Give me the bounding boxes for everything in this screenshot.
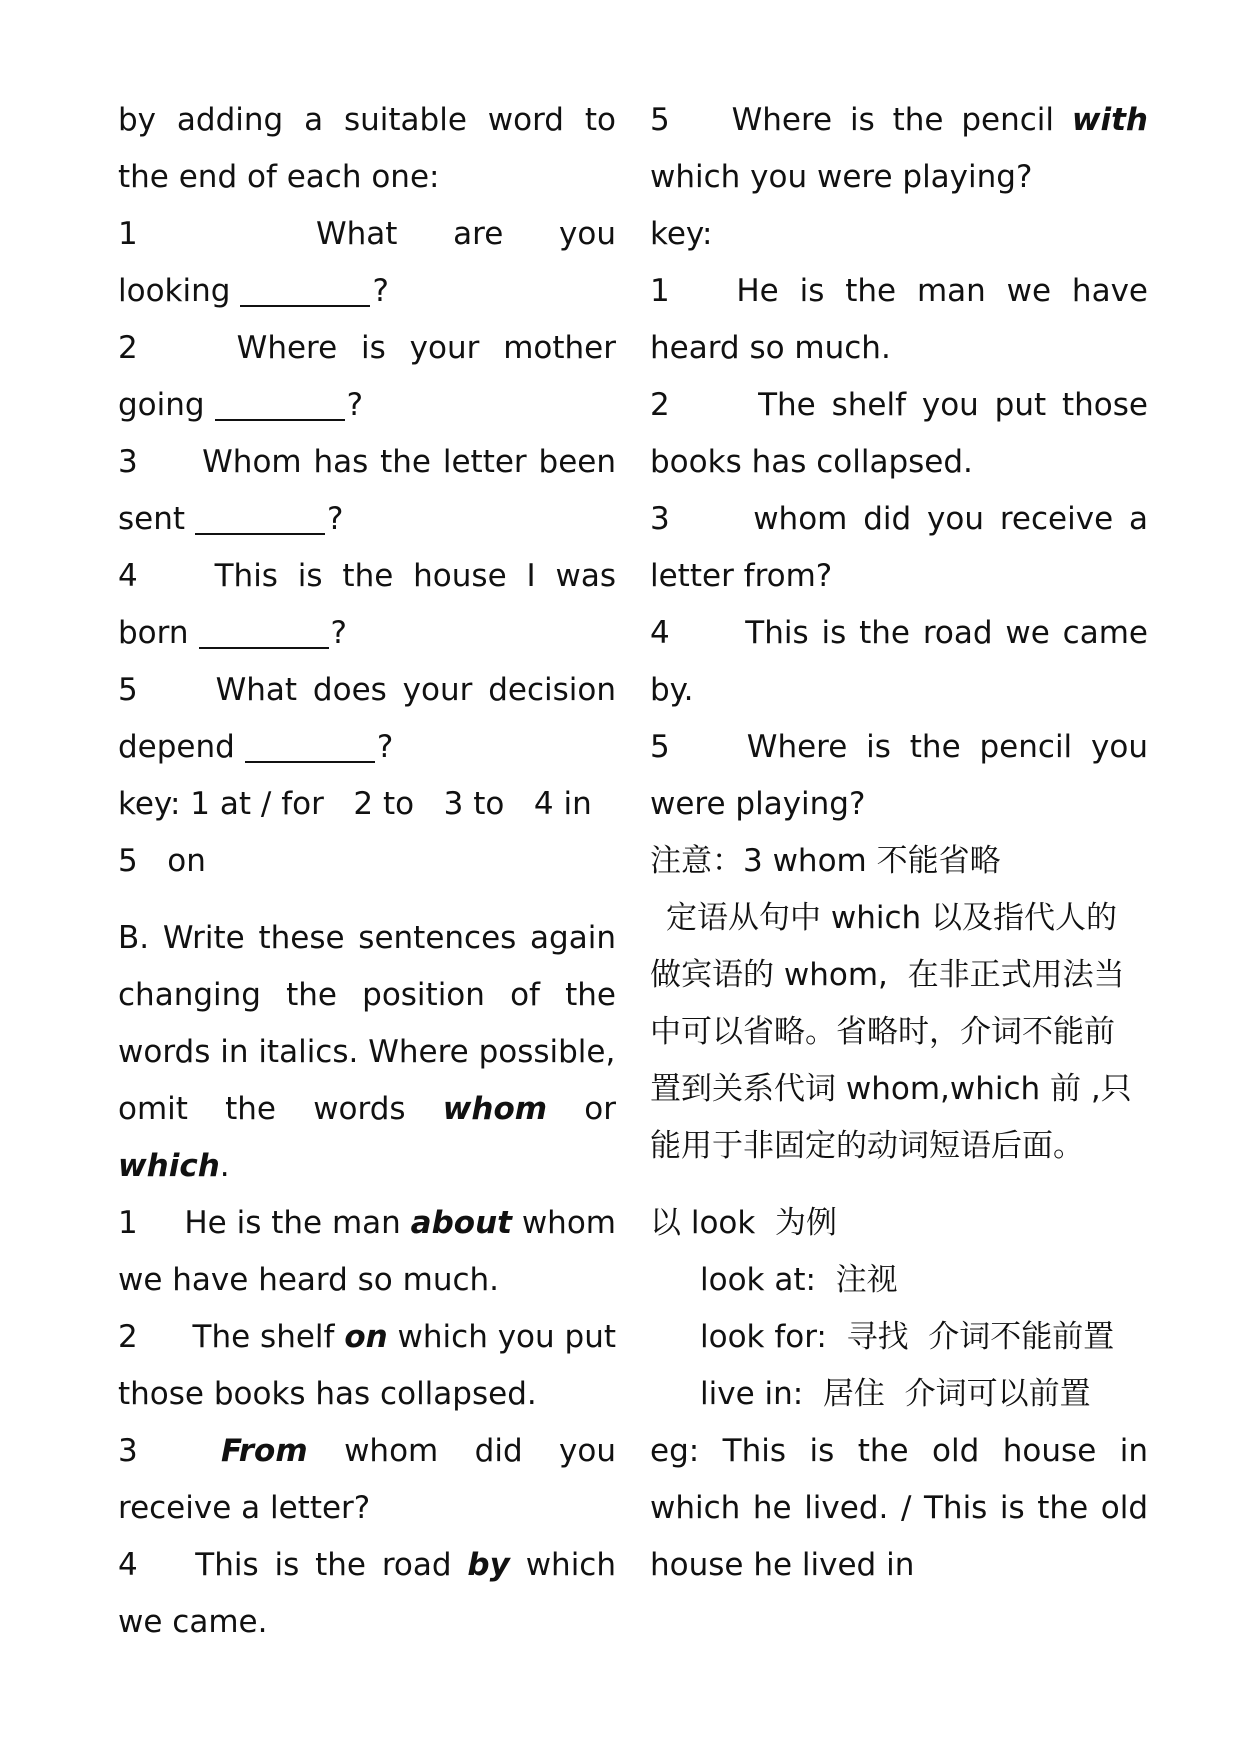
question-1-cont — [118, 263, 616, 320]
word: you — [559, 216, 616, 252]
answer-blank[interactable] — [199, 613, 329, 649]
sentence-text — [221, 1423, 616, 1480]
rule-text: 做宾语的 whom, 在非正式用法当 — [650, 957, 1125, 993]
question-1 — [118, 206, 616, 263]
sentence-part: The shelf — [192, 1319, 335, 1355]
example-item: live in: 居住 介词可以前置 — [700, 1376, 1091, 1412]
question-text: This is the house I was — [214, 558, 616, 594]
sentence-part: This is the road — [195, 1547, 452, 1583]
sentence-3-cont: receive a letter? — [118, 1490, 371, 1526]
intro-line: the end of each one: — [118, 159, 440, 195]
sentence-2 — [118, 1309, 616, 1366]
sentence-part: He is the man — [184, 1205, 401, 1241]
key-5-cont: were playing? — [650, 786, 866, 822]
spacer — [118, 890, 616, 910]
example-item: look at: 注视 — [700, 1262, 898, 1298]
section-b-instructions — [118, 1081, 616, 1138]
sentence-number: 2 — [118, 1319, 138, 1355]
question-text: going — [118, 387, 205, 423]
answer-blank[interactable] — [245, 727, 375, 763]
sentence-number: 1 — [118, 1205, 138, 1241]
key-text: He is the man we have — [736, 273, 1148, 309]
sentence-number: 4 — [118, 1547, 138, 1583]
key-4-cont: by. — [650, 672, 694, 708]
question-number: 2 — [118, 330, 138, 366]
key-number: 5 — [650, 729, 670, 765]
key-2-cont: books has collapsed. — [650, 444, 973, 480]
period: . — [219, 1148, 230, 1184]
section-b-instructions: words in italics. Where possible, — [118, 1034, 616, 1070]
key-text: whom did you receive a — [753, 501, 1148, 537]
italic-keyword: which — [118, 1148, 220, 1184]
question-text: depend — [118, 729, 235, 765]
example-sentence: which he lived. / This is the old — [650, 1490, 1148, 1526]
question-text: born — [118, 615, 189, 651]
key-1 — [650, 263, 1148, 320]
question-mark: ? — [327, 501, 344, 537]
italic-keyword: with — [1071, 102, 1148, 138]
question-number: 4 — [118, 558, 138, 594]
word: are — [453, 216, 504, 252]
key-5 — [650, 719, 1148, 776]
sentence-text — [193, 1309, 616, 1366]
key-heading: key: — [650, 216, 713, 252]
question-3 — [118, 434, 616, 491]
sentence-text — [184, 1195, 616, 1252]
question-2 — [118, 320, 616, 377]
question-mark: ? — [330, 615, 347, 651]
key-2 — [650, 377, 1148, 434]
word: or — [584, 1091, 616, 1127]
section-b-instructions: changing the position of the — [118, 977, 616, 1013]
spacer — [650, 1175, 1148, 1195]
key-number: 2 — [650, 387, 670, 423]
key-4 — [650, 605, 1148, 662]
sentence-2-cont: those books has collapsed. — [118, 1376, 537, 1412]
italic-keyword: by — [467, 1547, 510, 1583]
word: the — [225, 1091, 276, 1127]
sentence-4 — [118, 1537, 616, 1594]
question-number: 5 — [118, 672, 138, 708]
key-text: This is the road we came — [745, 615, 1148, 651]
intro-line: by adding a suitable word to — [118, 102, 616, 138]
question-5 — [118, 662, 616, 719]
example-item: look for: 寻找 介词不能前置 — [700, 1319, 1115, 1355]
question-number: 3 — [118, 444, 138, 480]
rule-text: 中可以省略。省略时，介词不能前 — [650, 1014, 1115, 1050]
example-title: 以 look 为例 — [650, 1205, 838, 1241]
rule-text: 定语从句中 which 以及指代人的 — [666, 900, 1118, 936]
answer-blank[interactable] — [215, 385, 345, 421]
key-text: Where is the pencil you — [746, 729, 1148, 765]
sentence-text — [195, 1537, 616, 1594]
answer-blank[interactable] — [195, 499, 325, 535]
question-mark: ? — [372, 273, 389, 309]
sentence-number: 5 — [650, 102, 670, 138]
key-number: 3 — [650, 501, 670, 537]
section-b-instructions: B. Write these sentences again — [118, 920, 616, 956]
question-text — [316, 206, 616, 263]
answer-key: 5 on — [118, 843, 206, 879]
question-text: sent — [118, 501, 186, 537]
question-text: What does your decision — [215, 672, 616, 708]
rule-text: 置到关系代词 whom,which 前 ,只 — [650, 1071, 1132, 1107]
sentence-part: whom — [521, 1205, 616, 1241]
answer-blank[interactable] — [240, 271, 370, 307]
italic-keyword: From — [221, 1433, 308, 1469]
sentence-text — [732, 92, 1148, 149]
sentence-1-cont: we have heard so much. — [118, 1262, 500, 1298]
italic-keyword: whom — [442, 1091, 548, 1127]
key-number: 1 — [650, 273, 670, 309]
question-text: looking — [118, 273, 231, 309]
sentence-number: 3 — [118, 1433, 138, 1469]
key-1-cont: heard so much. — [650, 330, 891, 366]
note: 注意：3 whom 不能省略 — [650, 843, 1001, 879]
question-5-cont — [118, 719, 616, 776]
word: What — [316, 216, 398, 252]
key-number: 4 — [650, 615, 670, 651]
question-4 — [118, 548, 616, 605]
question-number: 1 — [118, 216, 138, 252]
word: words — [313, 1091, 406, 1127]
word: omit — [118, 1091, 188, 1127]
key-text: The shelf you put those — [758, 387, 1148, 423]
key-3-cont: letter from? — [650, 558, 833, 594]
sentence-5-cont: which you were playing? — [650, 159, 1033, 195]
rule-text: 能用于非固定的动词短语后面。 — [650, 1128, 1084, 1164]
sentence-part: which you put — [397, 1319, 616, 1355]
key-3 — [650, 491, 1148, 548]
left-column — [118, 92, 616, 1651]
example-sentence: house he lived in — [650, 1547, 915, 1583]
italic-keyword: about — [410, 1205, 512, 1241]
sentence-part: Where is the pencil — [731, 102, 1054, 138]
sentence-part: which — [525, 1547, 616, 1583]
word: did — [474, 1433, 523, 1469]
italic-keyword: on — [344, 1319, 388, 1355]
question-2-cont — [118, 377, 616, 434]
sentence-3 — [118, 1423, 616, 1480]
answer-key: key: 1 at / for 2 to 3 to 4 in — [118, 786, 592, 822]
question-text: Where is your mother — [236, 330, 616, 366]
word: you — [559, 1433, 616, 1469]
question-3-cont — [118, 491, 616, 548]
question-text: Whom has the letter been — [202, 444, 616, 480]
example-sentence: eg: This is the old house in — [650, 1433, 1148, 1469]
question-mark: ? — [346, 387, 364, 423]
right-column — [650, 92, 1148, 1594]
question-4-cont — [118, 605, 616, 662]
sentence-1 — [118, 1195, 616, 1252]
section-b-instructions — [118, 1138, 616, 1195]
word: whom — [344, 1433, 439, 1469]
sentence-4-cont: we came. — [118, 1604, 268, 1640]
question-mark: ? — [376, 729, 394, 765]
sentence-5 — [650, 92, 1148, 149]
